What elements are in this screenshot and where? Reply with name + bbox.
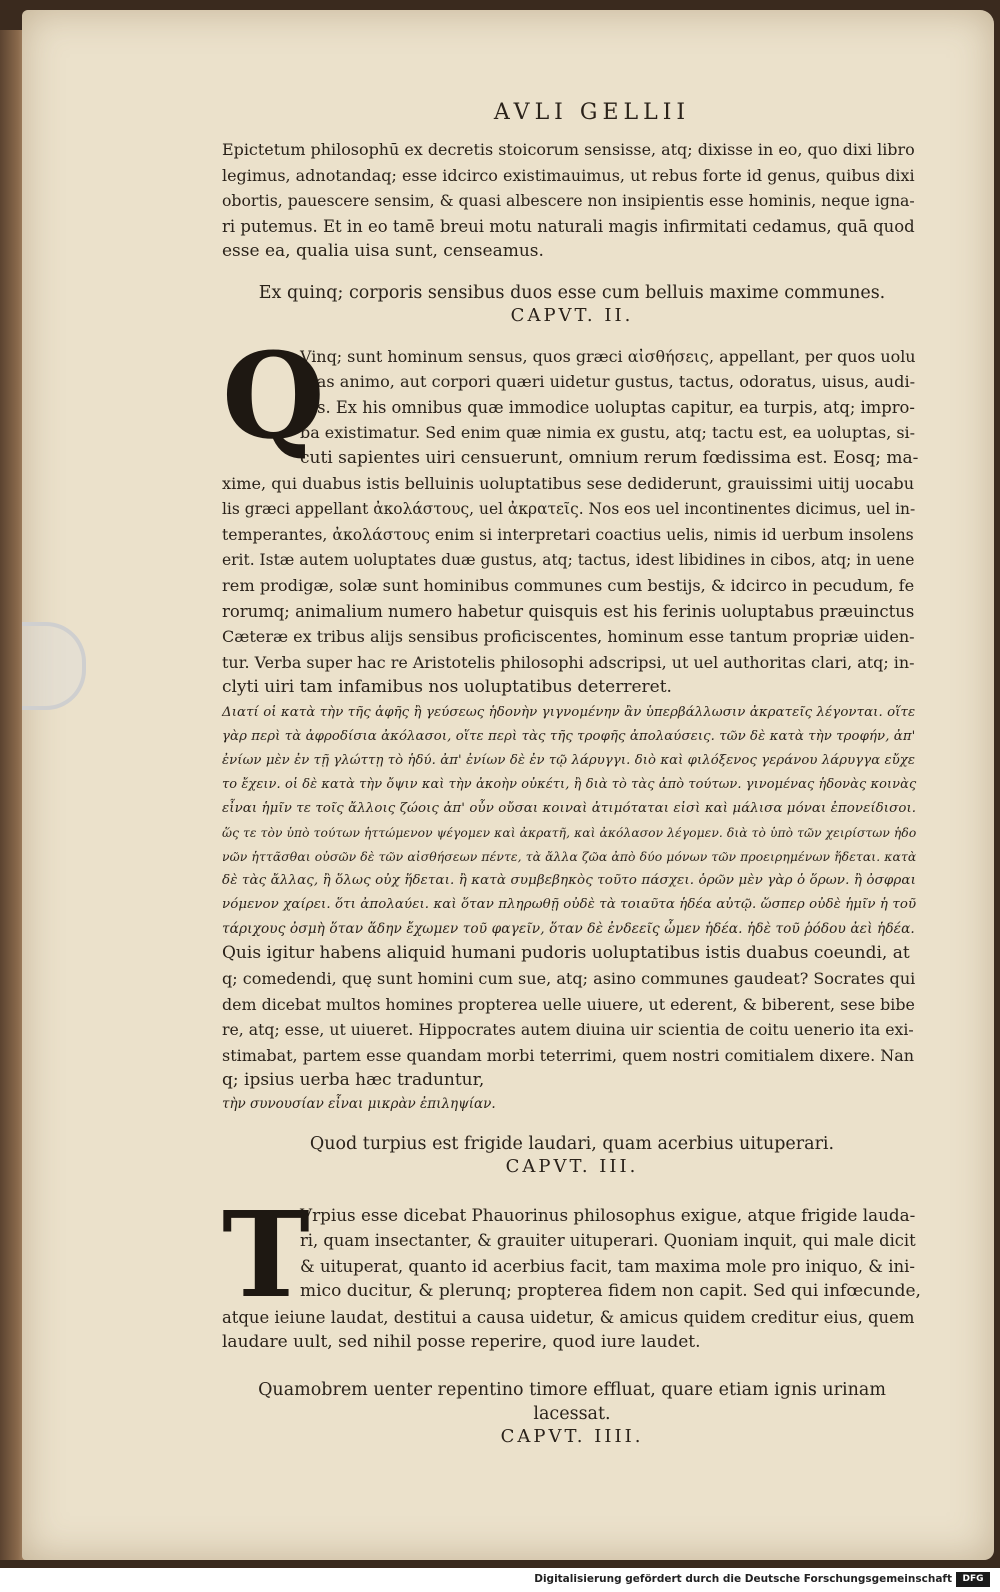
greek-quote-hippocrates: [222, 1094, 922, 1114]
greek-line: Διατί οἱ κατὰ τὴν τῆς ἁφῆς ἢ γεύσεως ἡδονὴν γιγνομένην ἂν ὑπερβάλλωσιν ἀκρατεῖς λέγονται. οἵτε: [222, 704, 916, 720]
text-line: q; ipsius uerba hæc traduntur,: [222, 1070, 485, 1090]
dfg-logo: DFG: [956, 1572, 990, 1587]
chapter-4-caput: CAPVT. IIII.: [500, 1425, 644, 1447]
text-line: lis græci appellant ἀκολάστους, uel ἀκρατεῖς. Nos eos uel incontinentes dicimus, uel in-: [222, 499, 916, 518]
text-line: laudare uult, sed nihil posse reperire, quod iure laudet.: [222, 1332, 701, 1352]
text-line: legimus, adnotandaq; esse idcirco existimauimus, ut rebus forte id genus, quibus dixi: [222, 165, 915, 185]
greek-quotation: [222, 701, 922, 941]
text-line: q; comedendi, quę sunt homini cum sue, atq; asino communes gaudeat? Socrates qui: [222, 969, 916, 988]
text-line: & uituperat, quanto id acerbius facit, tam maxima mole pro iniquo, & ini-: [300, 1256, 916, 1276]
text-line: rorumq; animalium numero habetur quisquis est his ferinis uoluptabus præuinctus: [222, 601, 915, 621]
greek-line: εἶναι ἡμῖν τε τοῖς ἄλλοις ζώοις ἀπ' οὖν οὔσαι κοιναὶ ἀτιμόταται εἰσὶ καὶ μάλισα μόναι ἐπονείδισοι.: [222, 800, 917, 816]
chapter-3-body: [222, 1184, 922, 1356]
digitization-footer: [0, 1568, 1000, 1592]
page-text: [222, 100, 922, 1465]
text-line: ri, quam insectanter, & grauiter uituperari. Quoniam inquit, qui male dicit: [300, 1231, 916, 1250]
running-head: AVLI GELLII: [493, 100, 691, 125]
text-line: re, atq; esse, ut uiueret. Hippocrates autem diuina uir scientia de coitu uenerio ita exi-: [222, 1020, 914, 1039]
text-line: temperantes, ἀκολάστους enim si interpretari coactius uelis, nimis id uerbum insolens: [222, 525, 914, 544]
text-line: Epictetum philosophū ex decretis stoicorum sensisse, atq; dixisse in eo, quo dixi libro: [222, 140, 915, 159]
text-line: erit. Istæ autem uoluptates duæ gustus, atq; tactus, idest libidines in cibos, atq; in uene: [222, 550, 915, 569]
text-line: Vrpius esse dicebat Phauorinus philosophus exigue, atque frigide lauda-: [300, 1204, 916, 1225]
text-line: dem dicebat multos homines propterea uelle uiuere, ut ederent, & biberent, sese bibe: [222, 994, 915, 1014]
text-line: clyti uiri tam infamibus nos uoluptatibus deterreret.: [222, 677, 672, 697]
text-line: esse ea, qualia uisa sunt, censeamus.: [222, 241, 544, 261]
chapter-3-heading: Quod turpius est frigide laudari, quam acerbius uituperari.: [309, 1133, 835, 1154]
chapter-2-heading: Ex quinq; corporis sensibus duos esse cum belluis maxime communes.: [258, 282, 886, 303]
text-line: ba existimatur. Sed enim quæ nimia ex gustu, atq; tactu est, ea uoluptas, si-: [300, 423, 915, 442]
greek-line: δὲ τὰς ἄλλας, ἢ ὅλως οὐχ ἥδεται. ἢ κατὰ συμβεβηκὸς τοῦτο πάσχει. ὁρῶν μὲν γὰρ ὁ ὅρων. ἢ ὀσφραι: [222, 872, 916, 888]
drop-cap-q: Q: [222, 325, 325, 465]
text-line: rem prodigæ, solæ sunt hominibus communes cum bestijs, & idcirco in pecudum, fe: [222, 576, 915, 595]
text-line: tus. Ex his omnibus quæ immodice uoluptas capitur, ea turpis, atq; impro-: [300, 397, 915, 417]
text-line: ptas animo, aut corpori quæri uidetur gustus, tactus, odoratus, uisus, audi-: [300, 372, 916, 391]
text-line: Quis igitur habens aliquid humani pudoris uoluptatibus istis duabus coeundi, at: [222, 942, 910, 963]
greek-line: ὥς τε τὸν ὑπὸ τούτων ἡττώμενον ψέγομεν καὶ ἀκρατῆ, καὶ ἀκόλασον λέγομεν. διὰ τὸ ὑπὸ τῶν χειρίστων ἡδο: [222, 825, 917, 840]
greek-line: τὴν συνουσίαν εἶναι μικρὰν ἐπιληψίαν.: [222, 1095, 496, 1112]
greek-line: ἐνίων μὲν ἐν τῇ γλώττῃ τὸ ἡδύ. ἀπ' ἐνίων δὲ ἐν τῷ λάρυγγι. διὸ καὶ φιλόξενος γεράνου λάρυγγα εὔχε: [222, 752, 916, 768]
chapter-4-heading: Quamobrem uenter repentino timore effluat, quare etiam ignis urinam lacessat.: [258, 1379, 886, 1424]
intro-paragraph: [222, 137, 922, 265]
greek-line: το ἔχειν. οἱ δὲ κατὰ τὴν ὄψιν καὶ τὴν ἀκοὴν οὐκέτι, ἢ διὰ τὸ τὰς ἀπὸ τούτων. γινομένας ἡδονὰς κοινὰς: [222, 776, 917, 792]
text-line: Vinq; sunt hominum sensus, quos græci αἰσθήσεις, appellant, per quos uolu: [300, 346, 916, 366]
text-line: cuti sapientes uiri censuerunt, omnium rerum fœdissima est. Eosq; ma-: [300, 447, 919, 468]
greek-line: τάριχους ὀσμὴ ὅταν ἅδην ἔχωμεν τοῦ φαγεῖν, ὅταν δὲ ἐνδεεῖς ὦμεν ἡδέα. ἡδὲ τοῦ ῥόδου ἀεὶ ἡδέα.: [222, 920, 915, 937]
text-line: mico ducitur, & plerunq; propterea fidem non capit. Sed qui infœcunde,: [300, 1281, 921, 1301]
text-line: ri putemus. Et in eo tamē breui motu naturali magis infirmitati cedamus, quā quod: [222, 216, 915, 236]
chapter-3-caput: CAPVT. III.: [505, 1155, 639, 1177]
drop-cap-t: T: [222, 1184, 310, 1324]
page-clip: [22, 622, 86, 710]
text-line: atque ieiune laudat, destitui a causa uidetur, & amicus quidem creditur eius, quem: [222, 1307, 915, 1327]
greek-line: νῶν ἡττᾶσθαι οὐσῶν δὲ τῶν αἰσθήσεων πέντε, τὰ ἄλλα ζῶα ἀπὸ δύο μόνων τῶν προειρημένων ἥδεται. κατὰ: [222, 849, 917, 864]
greek-line: γὰρ περὶ τὰ ἀφροδίσια ἀκόλασοι, οἵτε περὶ τὰς τῆς τροφῆς ἀπολαύσεις. τῶν δὲ κατὰ τὴν τροφήν, ἀπ': [222, 728, 916, 744]
text-line: Cæteræ ex tribus alijs sensibus proficiscentes, hominum esse tantum propriæ uiden-: [222, 627, 915, 646]
chapter-2-continuation: [222, 941, 922, 1094]
text-line: obortis, pauescere sensim, & quasi albescere non insipientis esse hominis, neque igna-: [222, 191, 915, 210]
text-line: xime, qui duabus istis belluinis uoluptatibus sese dediderunt, grauissimi uitij uocabu: [222, 474, 915, 493]
text-line: tur. Verba super hac re Aristotelis philosophi adscripsi, ut uel authoritas clari, atq; in-: [222, 652, 915, 672]
chapter-2-caput: CAPVT. II.: [510, 304, 634, 326]
chapter-2-body: [222, 325, 922, 701]
greek-line: νόμενον χαίρει. ὅτι ἀπολαύει. καὶ ὅταν πληρωθῇ οὐδὲ τὰ τοιαῦτα ἡδέα αὐτῷ. ὥσπερ οὐδὲ ἡμῖν ἡ τοῦ: [222, 896, 917, 912]
text-line: stimabat, partem esse quandam morbi teterrimi, quem nostri comitialem dixere. Nan: [222, 1045, 915, 1065]
funding-credit: Digitalisierung gefördert durch die Deutsche Forschungsgemeinschaft: [534, 1573, 952, 1585]
